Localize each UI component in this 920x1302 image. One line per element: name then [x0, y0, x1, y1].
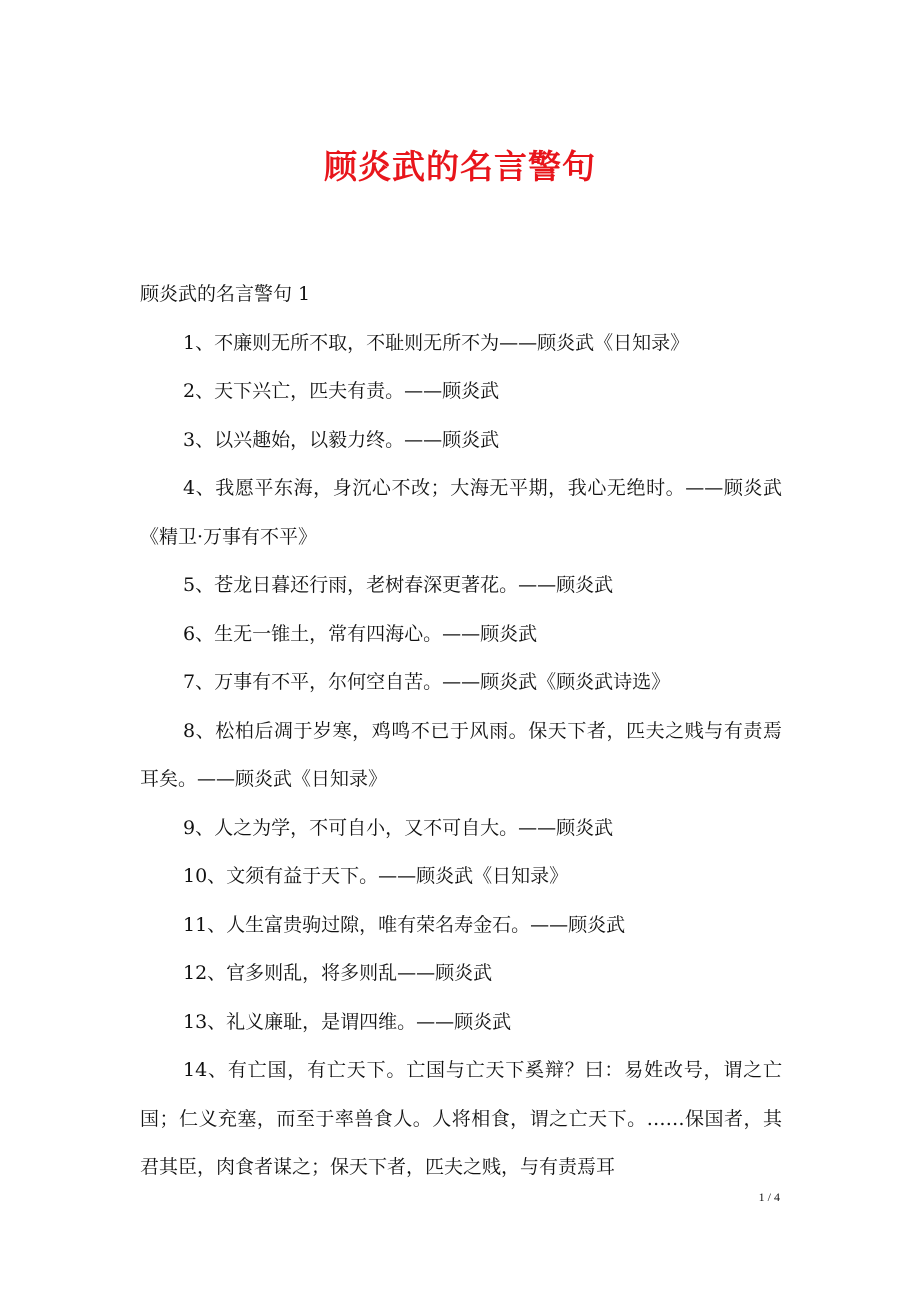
quote-paragraph-5: 5、苍龙日暮还行雨，老树春深更著花。——顾炎武 — [183, 574, 614, 596]
quote-paragraph-14: 14、有亡国，有亡天下。亡国与亡天下奚辩？曰：易姓改号，谓之亡国；仁义充塞，而至于率兽食人。人将相食，谓之亡天下。……保国者，其君其臣，肉食者谋之；保天下者，匹夫之贱，与有责焉耳 — [140, 1059, 782, 1178]
section-heading: 顾炎武的名言警句 1 — [140, 283, 311, 305]
quote-paragraph-7: 7、万事有不平，尔何空自苦。——顾炎武《顾炎武诗选》 — [183, 671, 671, 693]
quote-paragraph-12: 12、官多则乱，将多则乱——顾炎武 — [183, 962, 493, 984]
page-number: 1 / 4 — [758, 1190, 780, 1204]
quote-paragraph-4: 4、我愿平东海，身沉心不改；大海无平期，我心无绝时。——顾炎武《精卫·万事有不平》 — [140, 477, 782, 548]
quote-paragraph-6: 6、生无一锥土，常有四海心。——顾炎武 — [183, 622, 538, 645]
quote-paragraph-13: 13、礼义廉耻，是谓四维。——顾炎武 — [183, 1010, 512, 1033]
quote-paragraph-11: 11、人生富贵驹过隙，唯有荣名寿金石。——顾炎武 — [183, 913, 626, 936]
document-body — [140, 270, 782, 1192]
quote-paragraph-3: 3、以兴趣始，以毅力终。——顾炎武 — [183, 428, 500, 451]
quote-paragraph-1: 1、不廉则无所不取，不耻则无所不为——顾炎武《日知录》 — [183, 331, 690, 354]
document-title: 顾炎武的名言警句 — [324, 147, 596, 186]
quote-paragraph-2: 2、天下兴亡，匹夫有责。——顾炎武 — [183, 380, 500, 402]
quote-paragraph-9: 9、人之为学，不可自小，又不可自大。——顾炎武 — [183, 816, 614, 839]
quote-paragraph-8: 8、松柏后凋于岁寒，鸡鸣不已于风雨。保天下者，匹夫之贱与有责焉耳矣。——顾炎武《日知录》 — [140, 719, 782, 790]
quote-paragraph-10: 10、文须有益于天下。——顾炎武《日知录》 — [183, 865, 569, 887]
